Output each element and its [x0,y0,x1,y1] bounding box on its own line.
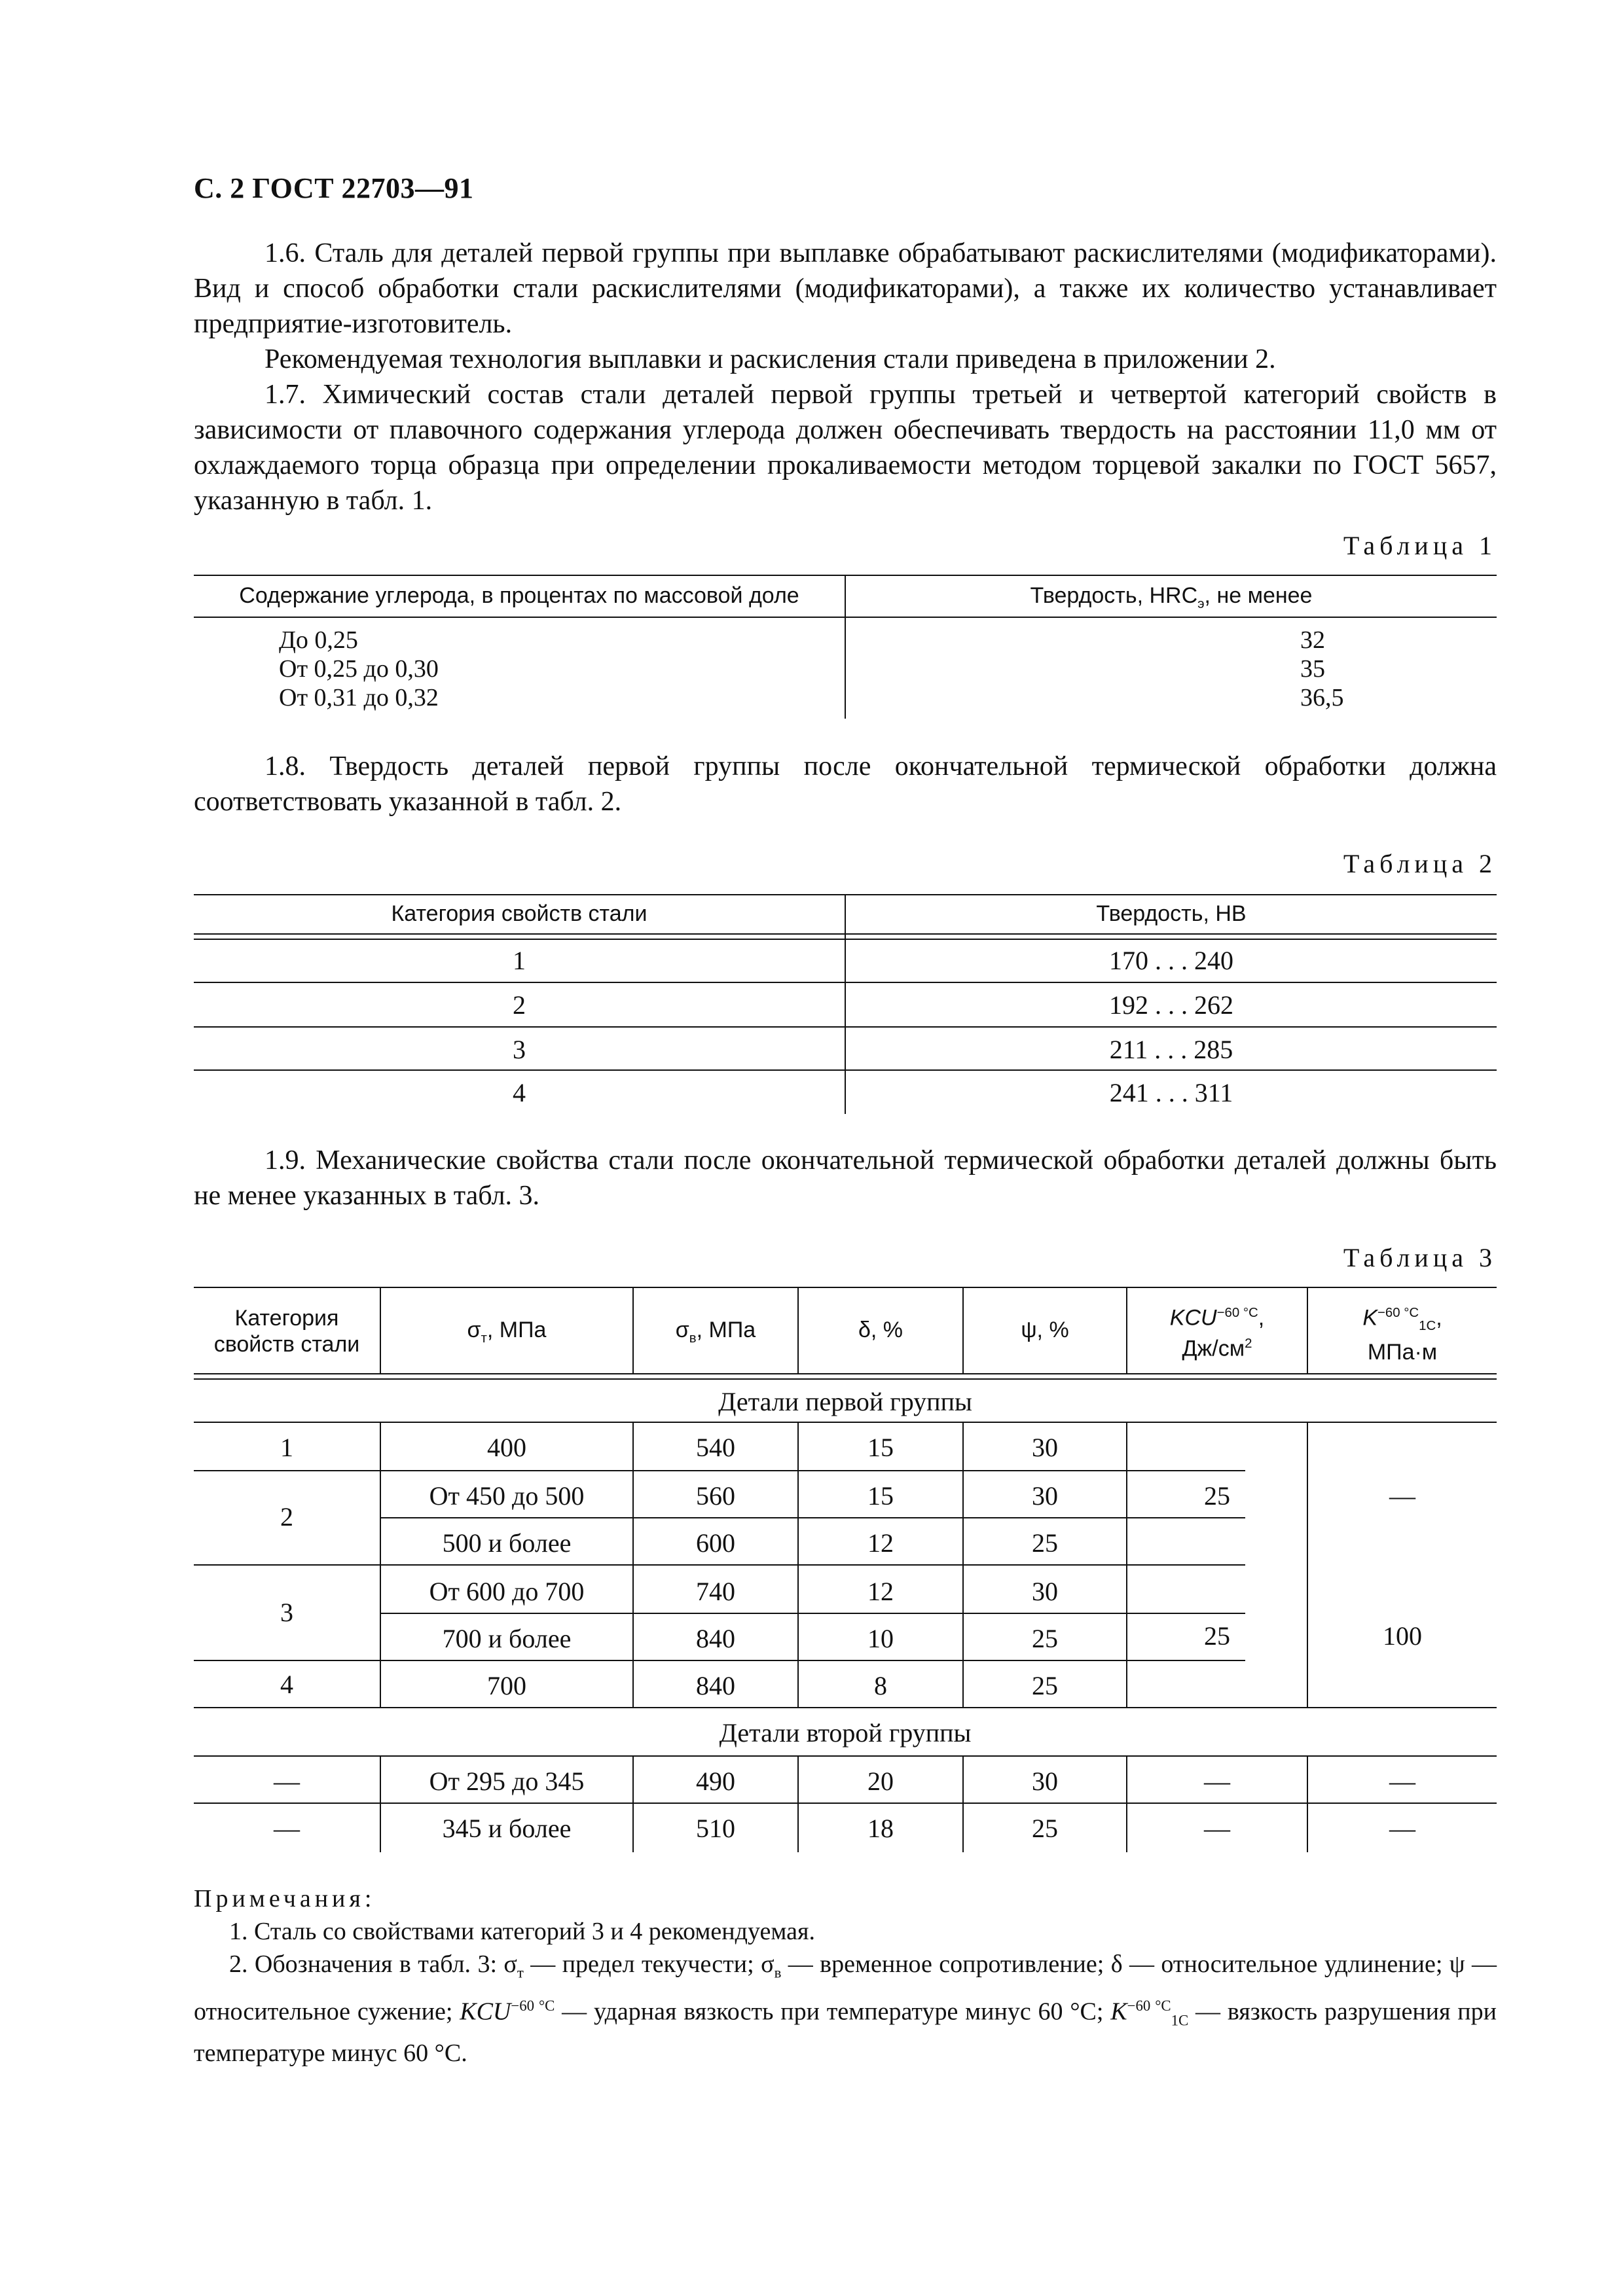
table3-elongation: 15 [867,1433,894,1462]
table2-header-hardness: Твердость, НВ [1096,901,1247,926]
table3-tensile-strength: 840 [696,1671,735,1700]
table3-header-impact-toughness: $KCU^{-60 ^\circ C}$, $Дж/см^2$ [1169,1305,1265,1361]
table2-row-hardness: 211 . . . 285 [1109,1035,1233,1064]
table3-header-elongation: δ, % [858,1318,903,1342]
table3-reduction: 30 [1032,1481,1058,1511]
note-2: 2. Обозначения в табл. 3: $\sigma_т$ — предел текучести; $\sigma_в$ — временное сопротивление; δ — относительное удлинение; ψ — относительное сужение; $KCU^{-60 ^\circ C}$ — ударная вязкость при температуре минус 60 °C; $K^{-60 ^\circ C}_{1C}$ — вязкость разрушения при температуре минус 60 °C. [194,1950,1497,2067]
table3-elongation: 12 [867,1528,894,1558]
table3-header-tensile-strength: $\sigma_в$, МПа [675,1318,756,1346]
table3-caption: Таблица 3 [1343,1243,1497,1272]
table3-elongation: 10 [867,1624,894,1653]
table3-category: 3 [280,1598,293,1627]
table2-row-category: 2 [513,990,526,1020]
table3-elongation: 15 [867,1481,894,1511]
table3-reduction: 30 [1032,1767,1058,1796]
table3-yield-strength: 500 и более [442,1528,572,1558]
table3-tensile-strength: 540 [696,1433,735,1462]
table2-caption: Таблица 2 [1343,849,1497,878]
table2-row-hardness: 241 . . . 311 [1109,1078,1233,1107]
table3-category: — [274,1767,300,1796]
table3-reduction: 30 [1032,1577,1058,1606]
table3-impact-toughness: — [1204,1767,1230,1796]
table3-fracture-toughness: — [1389,1767,1415,1796]
note-1: 1. Сталь со свойствами категорий 3 и 4 рекомендуемая. [229,1918,815,1945]
table3-yield-strength: 400 [487,1433,526,1462]
table3-tensile-strength: 600 [696,1528,735,1558]
table3-impact-toughness: 25 [1204,1481,1230,1511]
table3 [194,1287,1497,1856]
table3-reduction: 25 [1032,1814,1058,1843]
table3-elongation: 18 [867,1814,894,1843]
table3-fracture-toughness: 100 [1383,1621,1422,1651]
table3-yield-strength: 700 и более [442,1624,572,1653]
table3-category: — [274,1814,300,1843]
table3-impact-toughness: — [1204,1814,1230,1843]
table3-tensile-strength: 740 [696,1577,735,1606]
table3-header-reduction: ψ, % [1021,1318,1069,1342]
table3-header-yield-strength: $\sigma_т$, МПа [467,1318,547,1346]
table3-reduction: 25 [1032,1671,1058,1700]
paragraph-1-9: 1.9. Механические свойства стали после окончательной термической обработки деталей должны быть не менее указанных в табл. 3. [194,1145,1497,1211]
paragraph-1-8: 1.8. Твердость деталей первой группы после окончательной термической обработки должна соответствовать указанной в табл. 2. [194,751,1497,817]
table3-tensile-strength: 840 [696,1624,735,1653]
table1-header-hardness: Твердость, $HRC_э$, не менее [1030,583,1313,611]
table3-tensile-strength: 510 [696,1814,735,1843]
table1-row-hardness: 36,5 [1300,684,1344,711]
table2-row-category: 1 [513,946,526,975]
table3-tensile-strength: 490 [696,1767,735,1796]
table1-carbon-column [279,626,439,712]
table2-row-hardness: 170 . . . 240 [1109,946,1233,975]
paragraph-1-7: 1.7. Химический состав стали деталей первой группы третьей и четвертой категорий свойств в зависимости от плавочного содержания углерода должен обеспечивать твердость на расстоянии 11,0 мм от охлаждаемого торца образца при определении прокаливаемости методом торцевой закалки по ГОСТ 5657, указанную в табл. 1. [194,380,1497,516]
table3-elongation: 20 [867,1767,894,1796]
table1-row-carbon: До 0,25 [279,626,358,654]
table3-impact-toughness: 25 [1204,1621,1230,1651]
table1-row-carbon: От 0,25 до 0,30 [279,655,439,683]
paragraph-1-6: 1.6. Сталь для деталей первой группы при выплавке обрабатывают раскислителями (модификаторами). Вид и способ обработки стали раскислителями (модификаторами), а также их количество устанавливает предприятие-изготовитель. [194,238,1497,339]
table3-yield-strength: От 600 до 700 [429,1577,585,1606]
table2-row-hardness: 192 . . . 262 [1109,990,1233,1020]
table3-elongation: 12 [867,1577,894,1606]
table3-yield-strength: 700 [487,1671,526,1700]
table3-yield-strength: 345 и более [442,1814,572,1843]
table3-fracture-toughness: — [1389,1481,1415,1511]
table3-header-fracture-toughness: $K^{-60 ^\circ C}_{1C}$, МПа·м [1362,1305,1442,1365]
table3-yield-strength: От 450 до 500 [429,1481,585,1511]
table3-fracture-toughness: — [1389,1814,1415,1843]
table1-hardness-column [1300,626,1344,712]
paragraph-1-6-recommendation: Рекомендуемая технология выплавки и раскисления стали приведена в приложении 2. [264,344,1276,374]
notes [194,1882,1497,2070]
table3-elongation: 8 [874,1671,887,1700]
page-header: С. 2 ГОСТ 22703—91 [194,172,474,204]
table1-caption: Таблица 1 [1343,531,1497,560]
table1-row-carbon: От 0,31 до 0,32 [279,684,439,711]
table2 [194,894,1497,1117]
table2-row-category: 4 [513,1078,526,1107]
table3-yield-strength: От 295 до 345 [429,1767,585,1796]
table3-reduction: 30 [1032,1433,1058,1462]
table3-category: 1 [280,1433,293,1462]
table2-row-category: 3 [513,1035,526,1064]
table1-row-hardness: 35 [1300,655,1325,683]
table2-header-category: Категория свойств стали [391,901,647,926]
table1 [194,575,1497,725]
table3-group1-label: Детали первой группы [718,1387,972,1416]
table1-row-hardness: 32 [1300,626,1325,654]
table3-tensile-strength: 560 [696,1481,735,1511]
notes-title: Примечания: [194,1885,376,1912]
table3-category: 4 [280,1670,293,1699]
table3-category: 2 [280,1502,293,1532]
table1-header-carbon: Содержание углерода, в процентах по массовой доле [239,583,799,608]
table3-reduction: 25 [1032,1624,1058,1653]
table3-group2-label: Детали второй группы [719,1718,972,1748]
table3-header-category: Категория свойств стали [213,1306,360,1357]
table3-reduction: 25 [1032,1528,1058,1558]
